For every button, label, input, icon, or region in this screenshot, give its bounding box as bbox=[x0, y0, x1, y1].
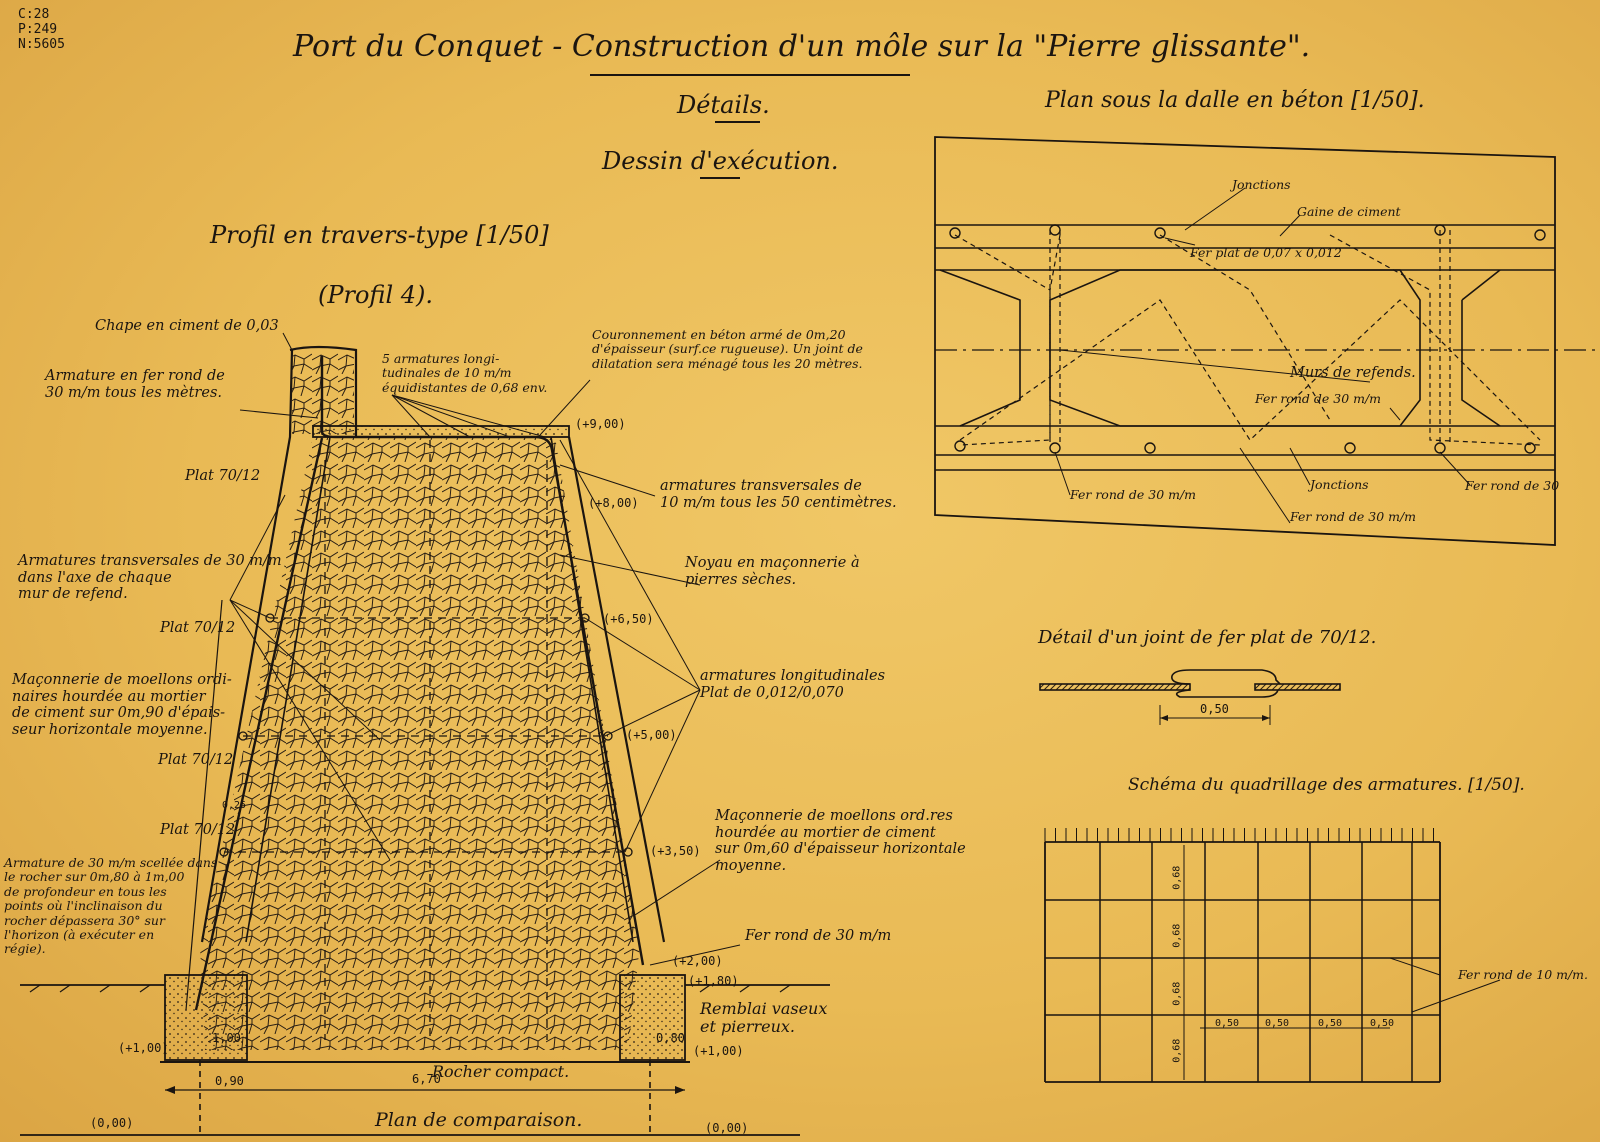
dimension-080: 0,80 bbox=[656, 1031, 685, 1045]
annotation-rocher: Rocher compact. bbox=[432, 1062, 570, 1081]
drawing-title: Port du Conquet - Construction d'un môle sur la "Pierre glissante". bbox=[293, 29, 1311, 64]
joint-dimension: 0,50 bbox=[1200, 702, 1229, 716]
profile-number: (Profil 4). bbox=[318, 281, 434, 309]
level-0-right: (0,00) bbox=[705, 1121, 749, 1135]
annotation-remblai: Remblai vaseux et pierreux. bbox=[700, 999, 828, 1037]
annotation-noyau: Noyau en maçonnerie à pierres sèches. bbox=[685, 555, 860, 588]
grid-scale: [1/50]. bbox=[1467, 775, 1525, 795]
level-2: (+2,00) bbox=[672, 954, 723, 968]
grid-ruler-ticks bbox=[1045, 828, 1434, 842]
grid-label-fer-rond-10: Fer rond de 10 m/m. bbox=[1458, 967, 1589, 982]
annotation-armature-scellee: Armature de 30 m/m scellée dans le rocher sur 0m,80 à 1m,00 de profondeur en tous les points où l'inclinaison du rocher dépassera 30° sur l'horizon (à exécuter en régie). bbox=[4, 855, 218, 957]
level-1-8: (+1,80) bbox=[688, 974, 739, 988]
annotation-plat-3: Plat 70/12 bbox=[158, 752, 234, 768]
grid-hdim-4: 0,50 bbox=[1370, 1018, 1395, 1029]
level-1-left: (+1,00) bbox=[118, 1041, 169, 1055]
annotation-plat-4: Plat 70/12 bbox=[160, 822, 236, 838]
plan-label-fer-rond-br: Fer rond de 30 bbox=[1465, 478, 1560, 493]
annotation-armature-rond: Armature en fer rond de 30 m/m tous les mètres. bbox=[45, 368, 225, 401]
annotation-maconnerie-060: Maçonnerie de moellons ord.res hourdée au mortier de ciment sur 0m,60 d'épaisseur horizontale moyenne. bbox=[715, 808, 966, 875]
level-6-5: (+6,50) bbox=[603, 612, 654, 626]
plan-scale: [1/50]. bbox=[1351, 88, 1425, 113]
level-9: (+9,00) bbox=[575, 417, 626, 431]
annotation-longitudinales: armatures longitudinales Plat de 0,012/0,070 bbox=[700, 668, 886, 701]
plan-label-fer-rond-bm: Fer rond de 30 m/m bbox=[1290, 509, 1417, 524]
plan-title-text: Plan sous la dalle en béton bbox=[1045, 88, 1345, 113]
plan-label-fer-rond-mid: Fer rond de 30 m/m bbox=[1255, 391, 1382, 406]
dimension-025: 0,25 bbox=[222, 800, 247, 811]
annotation-transversales-10: armatures transversales de 10 m/m tous les 50 centimètres. bbox=[660, 478, 897, 511]
dimension-670: 6,70 bbox=[412, 1072, 441, 1086]
plan-label-jonctions-top: Jonctions bbox=[1232, 177, 1291, 192]
grid-vdim-2: 0,68 bbox=[1171, 923, 1183, 948]
plan-label-murs-refends: Murs de refends. bbox=[1290, 365, 1416, 381]
grid-title bbox=[1128, 776, 1525, 796]
joint-drawing bbox=[1040, 670, 1340, 725]
dimension-100: 1,00 bbox=[212, 1031, 241, 1045]
archive-reference: C:28 P:249 N:5605 bbox=[18, 7, 65, 52]
joint-title: Détail d'un joint de fer plat de 70/12. bbox=[1038, 627, 1377, 648]
details-heading: Détails. bbox=[677, 91, 770, 119]
grid-drawing bbox=[1045, 842, 1500, 1082]
plan-label-jonctions-bot: Jonctions bbox=[1310, 477, 1369, 492]
annotation-plat-1: Plat 70/12 bbox=[185, 468, 261, 484]
plan-label-gaine: Gaine de ciment bbox=[1297, 204, 1401, 219]
profile-title bbox=[210, 222, 549, 250]
annotation-plan-comparaison: Plan de comparaison. bbox=[375, 1109, 583, 1131]
grid-hdim-1: 0,50 bbox=[1215, 1018, 1240, 1029]
dimension-090: 0,90 bbox=[215, 1074, 244, 1088]
plan-label-fer-rond-bl: Fer rond de 30 m/m bbox=[1070, 487, 1197, 502]
grid-hdim-2: 0,50 bbox=[1265, 1018, 1290, 1029]
annotation-fer-rond-30: Fer rond de 30 m/m bbox=[745, 928, 892, 944]
profile-title-text: Profil en travers-type bbox=[210, 221, 469, 249]
profile-scale: [1/50] bbox=[476, 221, 549, 249]
annotation-plat-2: Plat 70/12 bbox=[160, 620, 236, 636]
level-1-right: (+1,00) bbox=[693, 1044, 744, 1058]
execution-heading: Dessin d'exécution. bbox=[602, 147, 839, 175]
annotation-chape: Chape en ciment de 0,03 bbox=[95, 318, 279, 334]
grid-title-text: Schéma du quadrillage des armatures. bbox=[1128, 775, 1463, 795]
level-8: (+8,00) bbox=[588, 496, 639, 510]
annotation-armatures-longitudinales-5: 5 armatures longi- tudinales de 10 m/m équidistantes de 0,68 env. bbox=[382, 351, 548, 395]
annotation-couronnement: Couronnement en béton armé de 0m,20 d'épaisseur (surf.ce rugueuse). Un joint de dilatation sera ménagé tous les 20 mètres. bbox=[592, 327, 863, 371]
grid-vdim-3: 0,68 bbox=[1171, 981, 1183, 1006]
level-0-left: (0,00) bbox=[90, 1116, 134, 1130]
annotation-transversales-30: Armatures transversales de 30 m/m dans l'axe de chaque mur de refend. bbox=[18, 553, 282, 603]
grid-hdim-3: 0,50 bbox=[1318, 1018, 1343, 1029]
grid-vdim-4: 0,68 bbox=[1171, 1038, 1183, 1063]
level-5: (+5,00) bbox=[626, 728, 677, 742]
annotation-maconnerie-ordinaire: Maçonnerie de moellons ordi- naires hourdée au mortier de ciment sur 0m,90 d'épais- seur horizontale moyenne. bbox=[12, 672, 232, 739]
grid-vdim-1: 0,68 bbox=[1171, 865, 1183, 890]
level-3-5: (+3,50) bbox=[650, 844, 701, 858]
plan-title bbox=[1045, 88, 1425, 113]
plan-label-fer-plat: Fer plat de 0,07 x 0,012 bbox=[1190, 245, 1342, 260]
